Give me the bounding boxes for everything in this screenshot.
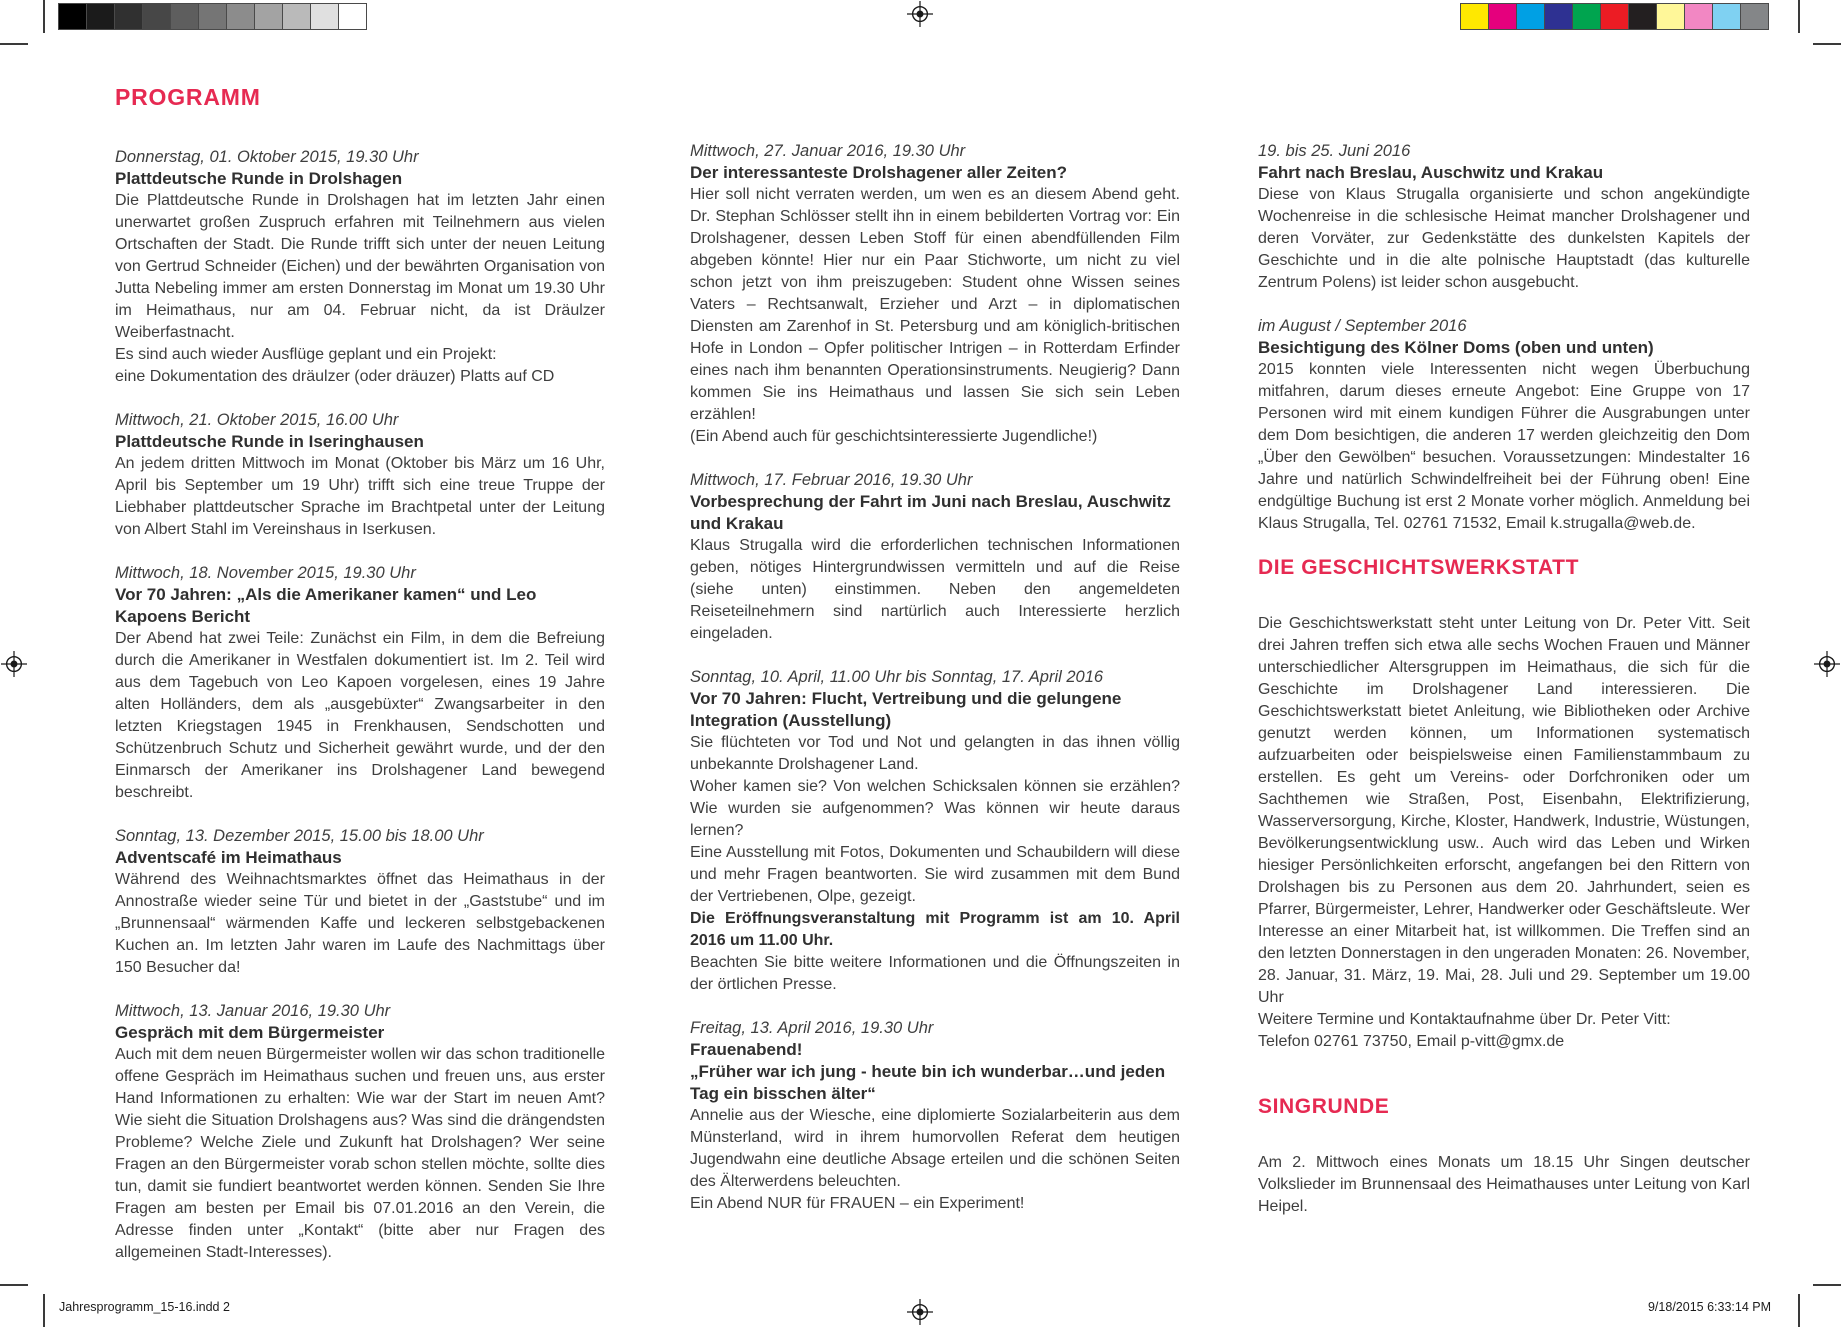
crop-mark (1798, 1294, 1800, 1327)
page-title: PROGRAMM (115, 84, 261, 110)
event-highlight: Die Eröffnungsveranstaltung mit Programm ist am 10. April 2016 um 11.00 Uhr. (690, 910, 1180, 949)
event-date: Mittwoch, 13. Januar 2016, 19.30 Uhr (115, 1002, 391, 1020)
section-description: Die Geschichtswerkstatt steht unter Leitung von Dr. Peter Vitt. Seit drei Jahren treffen sich etwa alle sechs Wochen Frauen und Männer unterschiedlicher Altersgruppen im Heimathaus, die sich für die Geschichte im Drolshagener Land interessieren. Die Geschichtswerkstatt bietet Anleitung, wie Bibliotheken oder Archive genutzt werden können, um Informationen systematisch aufzuarbeiten oder beispielsweise einen Familienstammbaum zu erstellen. Es geht um Vereins- oder Dorfchroniken oder um Sachthemen wie Straßen, Post, Eisenbahn, Elektrifizierung, Wasserversorgung, Kirche, Kloster, Handwerk, Industrie, Wüstungen, Bevölkerungsentwicklung usw.. Auch wird das Leben und Wirken hiesiger Persönlichkeiten erforscht, angefangen bei den Rittern von Drolshagen bis zu Personen aus dem 20. Jahrhundert, seien es Pfarrer, Bürgermeister, Lehrer, Handwerker oder Geschäftsleute. Wer Interesse an einer Mitarbeit hat, ist willkommen. Die Treffen sind an den letzten Donnerstagen in den ungeraden Monaten: 26. November, 28. Januar, 31. März, 19. Mai, 28. Juli und 29. September um 19.00 Uhr (1258, 615, 1750, 1006)
footer-filename: Jahresprogramm_15-16.indd 2 (59, 1300, 230, 1314)
registration-mark-icon (1814, 651, 1840, 677)
crop-mark (1813, 1284, 1841, 1286)
event-date: Mittwoch, 17. Februar 2016, 19.30 Uhr (690, 471, 973, 489)
grayscale-calibration-bar (58, 3, 366, 30)
event-entry (690, 469, 1180, 645)
event-date: Mittwoch, 27. Januar 2016, 19.30 Uhr (690, 142, 966, 160)
event-entry (115, 146, 605, 388)
event-date: Mittwoch, 21. Oktober 2015, 16.00 Uhr (115, 411, 399, 429)
event-entry (115, 562, 605, 804)
event-description: Klaus Strugalla wird die erforderlichen technischen Informationen geben, nötiges Hintergrundwissen vermitteln und auf die Reise (siehe unten) einstimmen. Neben den angemeldeten Reiseteilnehmern sind nartürlich auch Interessierte herzlich eingeladen. (690, 537, 1180, 642)
crop-mark (0, 1284, 28, 1286)
event-title: Der interessanteste Drolshagener aller Zeiten? (690, 163, 1067, 182)
event-description: Auch mit dem neuen Bürgermeister wollen wir das schon traditionelle offene Gespräch im Heimathaus suchen und freuen uns, aus erster Hand Informationen zu erhalten: Wie war der Start im neuen Amt? Wie sieht die Situation Drolshagens aus? Was sind die drängendsten Probleme? Welche Ziele und Zukunft hat Drolshagen? Wer seine Fragen an den Bürgermeister vorab schon stellen möchte, sollte dies tun, damit sie fundiert beantwortet werden können. Senden Sie Ihre Fragen am besten per Email bis 07.01.2016 an den Verein, die Adresse finden unter „Kontakt“ (bitte aber nur Fragen des allgemeinen Stadt-Interesses). (115, 1046, 606, 1261)
event-description: Der Abend hat zwei Teile: Zunächst ein Film, in dem die Befreiung durch die Amerikaner in Westfalen dokumentiert ist. Im 2. Teil wird aus dem Tagebuch von Leo Kapoen vorgelesen, eines 19 Jahre alten Holländers, dem als „ausgebüxter“ Zwangsarbeiter in den letzten Kriegstagen 1945 in Frenkhausen, Sendschotten und Schützenbruch Schutz und Sicherheit gewährt wurde, und der den Einmarsch der Amerikaner ins Drolshagener Land bewegend beschreibt. (115, 630, 605, 801)
event-date: Donnerstag, 01. Oktober 2015, 19.30 Uhr (115, 148, 419, 166)
event-date: Mittwoch, 18. November 2015, 19.30 Uhr (115, 564, 416, 582)
event-title: Besichtigung des Kölner Doms (oben und unten) (1258, 338, 1654, 357)
event-entry (1258, 140, 1750, 294)
footer-timestamp: 9/18/2015 6:33:14 PM (1647, 1300, 1771, 1314)
event-description: Während des Weihnachtsmarktes öffnet das Heimathaus in der Annostraße wieder seine Tür und bietet in der „Gaststube“ und im „Brunnensaal“ wärmenden Kaffe und leckeren selbstgebackenen Kuchen an. Im letzten Jahr waren im Laufe des Nachmittags über 150 Besucher da! (115, 871, 605, 976)
event-date: 19. bis 25. Juni 2016 (1258, 142, 1411, 160)
registration-mark-icon (1, 651, 27, 677)
event-entry (115, 825, 605, 979)
event-description: Sie flüchteten vor Tod und Not und gelangten in das ihnen völlig unbekannte Drolshagener Land. (690, 734, 1180, 773)
event-description: Die Plattdeutsche Runde in Drolshagen hat im letzten Jahr einen unerwartet großen Zuspruch erfahren mit Teilnehmern aus vielen Ortschaften der Stadt. Die Runde trifft sich unter der neuen Leitung von Gertrud Schneider (Eichen) und der bewährten Organisation von Jutta Nebeling immer am ersten Donnerstag im Monat um 19.30 Uhr im Heimathaus, nur am 04. Februar nicht, da ist Dräulzer Weiberfastnacht. (115, 192, 605, 341)
event-title: Vorbesprechung der Fahrt im Juni nach Breslau, Auschwitz und Krakau (690, 492, 1171, 533)
program-column-3 (1258, 140, 1750, 1218)
event-description: An jedem dritten Mittwoch im Monat (Oktober bis März um 16 Uhr, April bis September um 19 Uhr) trifft sich eine treue Truppe der Liebhaber plattdeutscher Sprache im Brachtpetal unter der Leitung von Albert Stahl im Vereinshaus in Iserkusen. (115, 455, 605, 538)
event-entry (690, 1017, 1180, 1215)
event-description: Es sind auch wieder Ausflüge geplant und ein Projekt: (115, 346, 497, 363)
event-title: Plattdeutsche Runde in Iseringhausen (115, 432, 424, 451)
event-title: Plattdeutsche Runde in Drolshagen (115, 169, 403, 188)
event-description: 2015 konnten viele Interessenten nicht wegen Überbuchung mitfahren, darum dieses erneute Angebot: Eine Gruppe von 17 Personen wird mit einem kundigen Führer die Ausgrabungen unter dem Dom besichtigen, die anderen 17 werden gleichzeitig den Dom „Über den Gewölben“ besuchen. Voraussetzungen: Mindestalter 16 Jahre und natürlich Schwindelfreiheit bei der Führung oben! Eine endgültige Buchung ist erst 2 Monate vorher möglich. Anmeldung bei Klaus Strugalla, Tel. 02761 71532, Email k.strugalla@web.de. (1258, 361, 1750, 532)
event-description: Beachten Sie bitte weitere Informationen und die Öffnungszeiten in der örtlichen Presse. (690, 954, 1180, 993)
event-date: Sonntag, 13. Dezember 2015, 15.00 bis 18.00 Uhr (115, 827, 484, 845)
event-description: Ein Abend NUR für FRAUEN – ein Experiment! (690, 1195, 1025, 1212)
section-title: DIE GESCHICHTSWERKSTATT (1258, 556, 1580, 579)
section-description: Weitere Termine und Kontaktaufnahme über Dr. Peter Vitt: (1258, 1011, 1671, 1028)
registration-mark-icon (907, 1299, 933, 1325)
event-description: Hier soll nicht verraten werden, um wen es an diesem Abend geht. Dr. Stephan Schlösser stellt ihn in einem bebilderten Vortrag vor: Ein Drolshagener, dessen Leben Stoff für einen abendfüllenden Film abgeben könnte! Hier nur ein Paar Stichworte, um nicht zu viel schon jetzt von ihm preiszugeben: Student ohne Wissen seines Vaters – Rechtsanwalt, Erzieher und Arzt – in diplomatischen Diensten am Zarenhof in St. Petersburg und am königlich-britischen Hofe in London – Opfer politischer Intrigen – in Rotterdam Erfinder eines nach ihm benannten Operationsinstruments. Neugierig? Dann kommen Sie ins Heimathaus und lassen Sie sich sein Leben erzählen! (690, 186, 1180, 423)
event-description: eine Dokumentation des dräulzer (oder dräuzer) Platts auf CD (115, 368, 555, 385)
event-description: Diese von Klaus Strugalla organisierte und schon angekündigte Wochenreise in die schlesische Heimat mancher Drolshagener und deren Vorväter, zur Gedenkstätte des dunkelsten Kapitels der Geschichte und in die alte polnische Hauptstadt (das kulturelle Zentrum Polens) ist leider schon ausgebucht. (1258, 186, 1750, 291)
event-description: Annelie aus der Wiesche, eine diplomierte Sozialarbeiterin aus dem Münsterland, wird in ihrem humorvollen Referat dem heutigen Jugendwahn eine deutliche Absage erteilen und die schönen Seiten des Älterwerdens beleuchten. (690, 1107, 1180, 1190)
event-title: Adventscafé im Heimathaus (115, 848, 342, 867)
section-singrunde (1258, 1095, 1750, 1218)
event-entry (115, 1000, 605, 1264)
event-title: Fahrt nach Breslau, Auschwitz und Krakau (1258, 163, 1604, 182)
event-description: (Ein Abend auch für geschichtsinteressierte Jugendliche!) (690, 428, 1098, 445)
program-column-1 (115, 84, 605, 1285)
event-title: Frauenabend! (690, 1040, 803, 1059)
event-entry (115, 409, 605, 541)
crop-mark (1798, 0, 1800, 33)
event-date: Sonntag, 10. April, 11.00 Uhr bis Sonntag, 17. April 2016 (690, 668, 1104, 686)
event-description: Eine Ausstellung mit Fotos, Dokumenten und Schaubildern will diese und mehr Fragen beantworten. Sie wird zusammen mit dem Bund der Vertriebenen, Olpe, gezeigt. (690, 844, 1180, 905)
crop-mark (43, 1294, 45, 1327)
event-date: Freitag, 13. April 2016, 19.30 Uhr (690, 1019, 934, 1037)
event-entry (690, 666, 1180, 996)
event-title: Gespräch mit dem Bürgermeister (115, 1023, 385, 1042)
event-entry (1258, 315, 1750, 535)
crop-mark (1813, 43, 1841, 45)
event-title: Vor 70 Jahren: „Als die Amerikaner kamen“ und Leo Kapoens Bericht (115, 585, 537, 626)
registration-mark-icon (907, 1, 933, 27)
crop-mark (43, 0, 45, 33)
event-date: im August / September 2016 (1258, 317, 1467, 335)
event-description: Woher kamen sie? Von welchen Schicksalen können sie erzählen? Wie wurden sie aufgenommen? Was können wir heute daraus lernen? (690, 778, 1180, 839)
event-subtitle: „Früher war ich jung - heute bin ich wunderbar…und jeden Tag ein bisschen älter“ (690, 1062, 1166, 1103)
event-title: Vor 70 Jahren: Flucht, Vertreibung und die gelungene Integration (Ausstellung) (690, 689, 1122, 730)
section-description: Telefon 02761 73750, Email p-vitt@gmx.de (1258, 1033, 1565, 1050)
section-description: Am 2. Mittwoch eines Monats um 18.15 Uhr Singen deutscher Volkslieder im Brunnensaal des Heimathauses unter Leitung von Karl Heipel. (1258, 1154, 1750, 1215)
crop-mark (0, 43, 28, 45)
section-title: SINGRUNDE (1258, 1095, 1390, 1118)
program-column-2 (690, 140, 1180, 1236)
color-calibration-bar (1460, 3, 1768, 30)
section-geschichtswerkstatt (1258, 556, 1750, 1053)
event-entry (690, 140, 1180, 448)
